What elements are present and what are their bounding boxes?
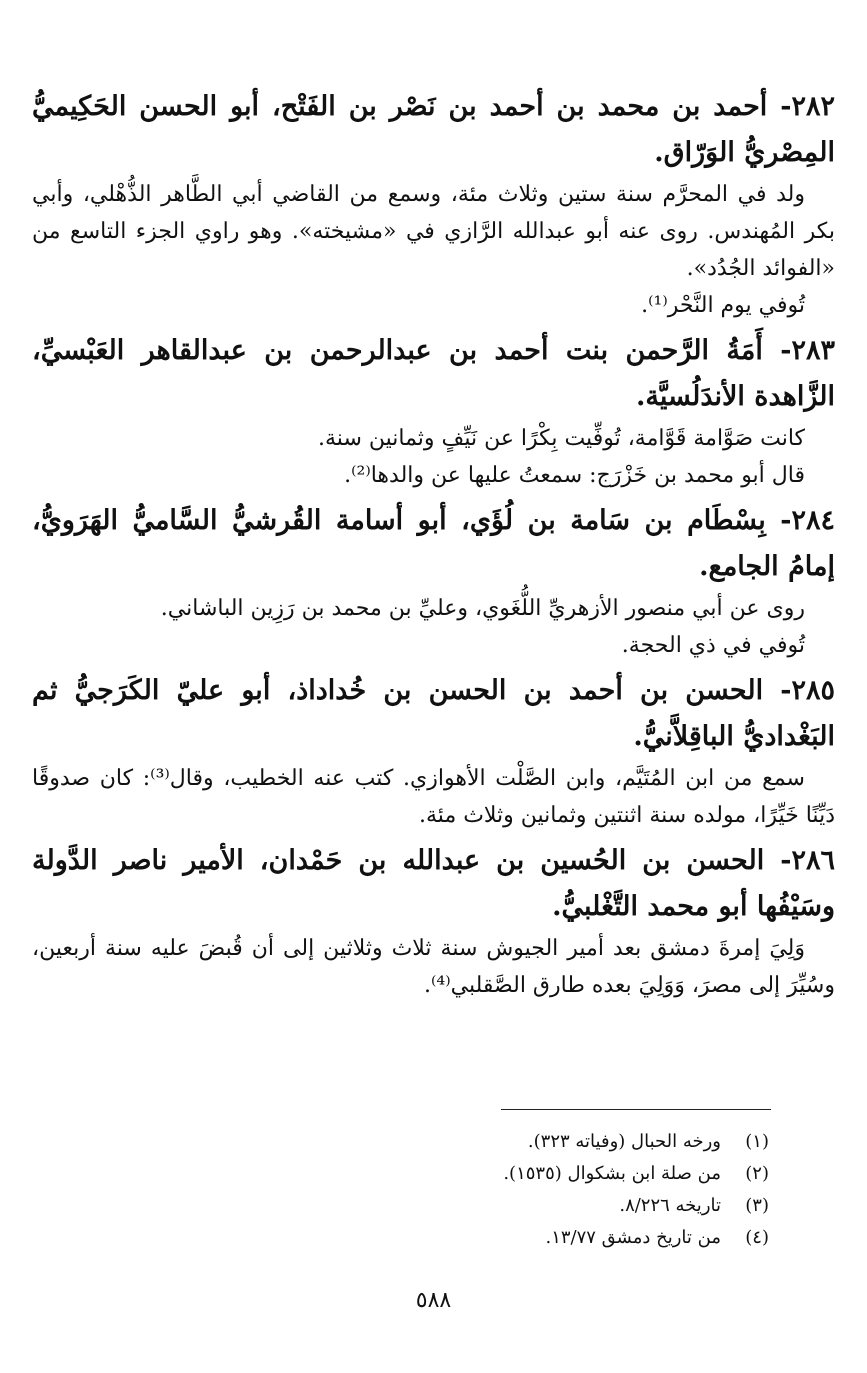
- entry-paragraph: تُوفي يوم النَّحْر⁽¹⁾.: [641, 293, 805, 318]
- footnote-divider: [501, 1109, 771, 1110]
- entry-paragraph: كانت صَوَّامة قَوَّامة، تُوفِّيت بِكْرًا عن نَيِّفٍ وثمانين سنة.: [318, 426, 805, 451]
- entry-heading: ٢٨٣- أَمَةُ الرَّحمن بنت أحمد بن عبدالرحمن بن عبدالقاهر العَبْسيِّ، الزَّاهدة الأندَلُسيَّة.: [32, 335, 835, 412]
- biography-entry: [32, 668, 835, 834]
- footnote-text: تاريخه ٨/٢٢٦.: [619, 1195, 721, 1216]
- entry-heading: ٢٨٢- أحمد بن محمد بن أحمد بن نَصْر بن الفَتْح، أبو الحسن الحَكِيميُّ المِصْريُّ الوَرّاق.: [32, 91, 835, 168]
- page-number: ٥٨٨: [415, 1288, 452, 1313]
- entry-paragraph: سمع من ابن المُتَيَّم، وابن الصَّلْت الأهوازي. كتب عنه الخطيب، وقال⁽³⁾: كان صدوقًا دَيِّنًا خَيِّرًا، مولده سنة اثنتين وثمانين وثلاث مئة.: [32, 766, 835, 828]
- footnote-item: [249, 1158, 769, 1190]
- footnote-number: (٤): [745, 1227, 769, 1248]
- entry-paragraph: وَلِيَ إمرةَ دمشق بعد أمير الجيوش سنة ثلاث وثلاثين إلى أن قُبضَ عليه سنة أربعين، وسُيِّرَ إلى مصرَ، وَوَلِيَ بعده طارق الصَّقلبي⁽⁴⁾.: [32, 936, 835, 998]
- entry-heading: ٢٨٤- بِسْطَام بن سَامة بن لُؤَي، أبو أسامة القُرشيُّ السَّاميُّ الهَرَويُّ، إمامُ الجامع.: [32, 505, 835, 582]
- entry-paragraph: تُوفي في ذي الحجة.: [621, 633, 805, 658]
- footnote-item: [249, 1222, 769, 1254]
- biography-entry: [32, 498, 835, 664]
- entry-paragraph: روى عن أبي منصور الأزهريِّ اللُّغَوي، وعليِّ بن محمد بن رَزِين الباشاني.: [160, 596, 805, 621]
- entry-paragraph: قال أبو محمد بن خَزْرَج: سمعتُ عليها عن والدها⁽²⁾.: [344, 463, 805, 488]
- footnote-text: ورخه الحبال (وفياته ٣٢٣).: [527, 1131, 721, 1152]
- entry-heading: ٢٨٥- الحسن بن أحمد بن الحسن بن خُداداذ، أبو عليّ الكَرَجيُّ ثم البَغْداديُّ الباقِلاَّنيُّ.: [32, 675, 835, 752]
- footnotes-list: [249, 1126, 769, 1254]
- footnote-text: من تاريخ دمشق ١٣/٧٧.: [545, 1227, 721, 1248]
- footnote-item: [249, 1126, 769, 1158]
- footnote-number: (٣): [745, 1195, 769, 1216]
- entries-list: [32, 84, 835, 1004]
- entry-paragraph: ولد في المحرَّم سنة ستين وثلاث مئة، وسمع من القاضي أبي الطَّاهر الذُّهْلي، وأبي بكر المُهندس. روى عنه أبو عبدالله الرَّازي في «مشيخته». وهو راوي الجزء التاسع من «الفوائد الجُدُد».: [32, 182, 835, 281]
- footnote-number: (١): [745, 1131, 769, 1152]
- entry-heading: ٢٨٦- الحسن بن الحُسين بن عبدالله بن حَمْدان، الأمير ناصر الدَّولة وسَيْفُها أبو محمد التَّغْلبيُّ.: [32, 845, 835, 922]
- footnote-text: من صلة ابن بشكوال (١٥٣٥).: [503, 1163, 721, 1184]
- biography-entry: [32, 838, 835, 1004]
- footnote-item: [249, 1190, 769, 1222]
- biography-entry: [32, 328, 835, 494]
- biography-entry: [32, 84, 835, 324]
- footnote-number: (٢): [745, 1163, 769, 1184]
